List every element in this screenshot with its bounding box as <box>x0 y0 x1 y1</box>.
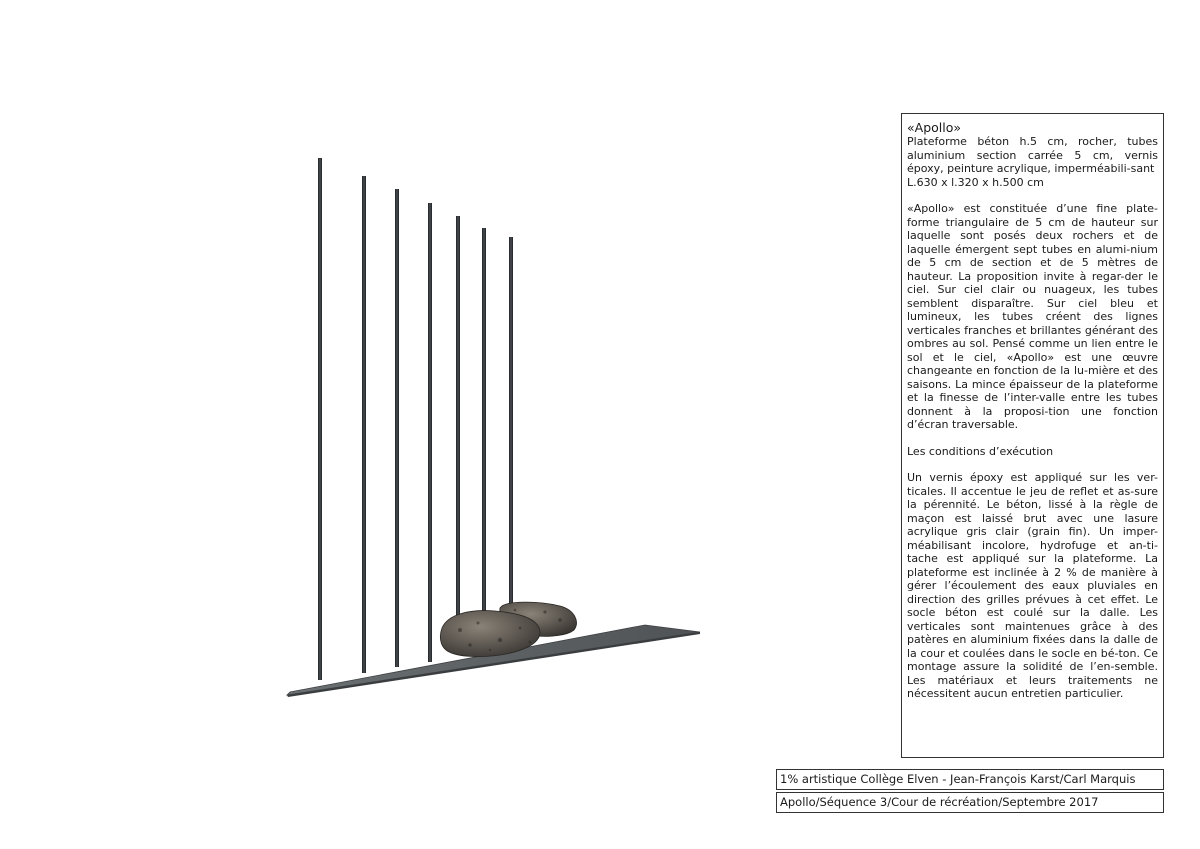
conditions-heading: Les conditions d’exécution <box>907 444 1054 458</box>
tube-2 <box>362 176 366 673</box>
tube-4 <box>428 203 432 662</box>
tube-3 <box>395 189 399 667</box>
artwork-dimensions: L.630 x l.320 x h.500 cm <box>907 175 1044 189</box>
artwork-title: «Apollo» <box>907 120 962 135</box>
description-panel <box>901 113 1164 758</box>
tube-6 <box>482 228 486 647</box>
artwork-materials: Plateforme béton h.5 cm, rocher, tubes aluminium section carrée 5 cm, vernis époxy, peinture acrylique, imperméabili-sant <box>907 135 1158 175</box>
conditions-text: Un vernis époxy est appliqué sur les ver-ticales. Il accentue le jeu de reflet et as-sure la pérennité. Le béton, lissé à la règle de maçon est laissé brut avec une lasure acrylique gris clair (grain fin). Un imper-méabilisant incolore, hydrofuge et an-ti-tache est appliqué sur la plateforme. La plateforme est inclinée à 2 % de manière à gérer l’écoulement des eaux pluviales en direction des grilles prévues à cet effet. Le socle béton est coulé sur la dalle. Les verticales sont maintenues grâce à des patères en aluminium fixées dans la dalle de la cour et coulées dans le socle en bé-ton. Ce montage assure la solidité de l’en-semble. Les matériaux et leurs traitements ne nécessitent aucun entretien particulier. <box>907 471 1158 700</box>
sequence-line: Apollo/Séquence 3/Cour de récréation/Septembre 2017 <box>776 792 1164 813</box>
tube-1 <box>318 158 322 680</box>
tube-7 <box>509 237 513 635</box>
artwork-description: «Apollo» est constituée d’une fine plate-forme triangulaire de 5 cm de hauteur sur laquelle sont posés deux rochers et de laquelle émergent sept tubes en alumi-nium de 5 cm de section et de 5 mètres de hauteur. La proposition invite à regar-der le ciel. Sur ciel clair ou nuageux, les tubes semblent disparaître. Sur ciel bleu et lumineux, les tubes créent des lignes verticales franches et brillantes générant des ombres au sol. Pensé comme un lien entre le sol et le ciel, «Apollo» est une œuvre changeante en fonction de la lu-mière et des saisons. La mince épaisseur de la plateforme et la finesse de l’inter-valle entre les tubes donnent à la proposi-tion une fonction d’écran traversable. <box>907 202 1158 431</box>
credit-line: 1% artistique Collège Elven - Jean-François Karst/Carl Marquis <box>776 769 1164 790</box>
tube-5 <box>456 216 460 652</box>
